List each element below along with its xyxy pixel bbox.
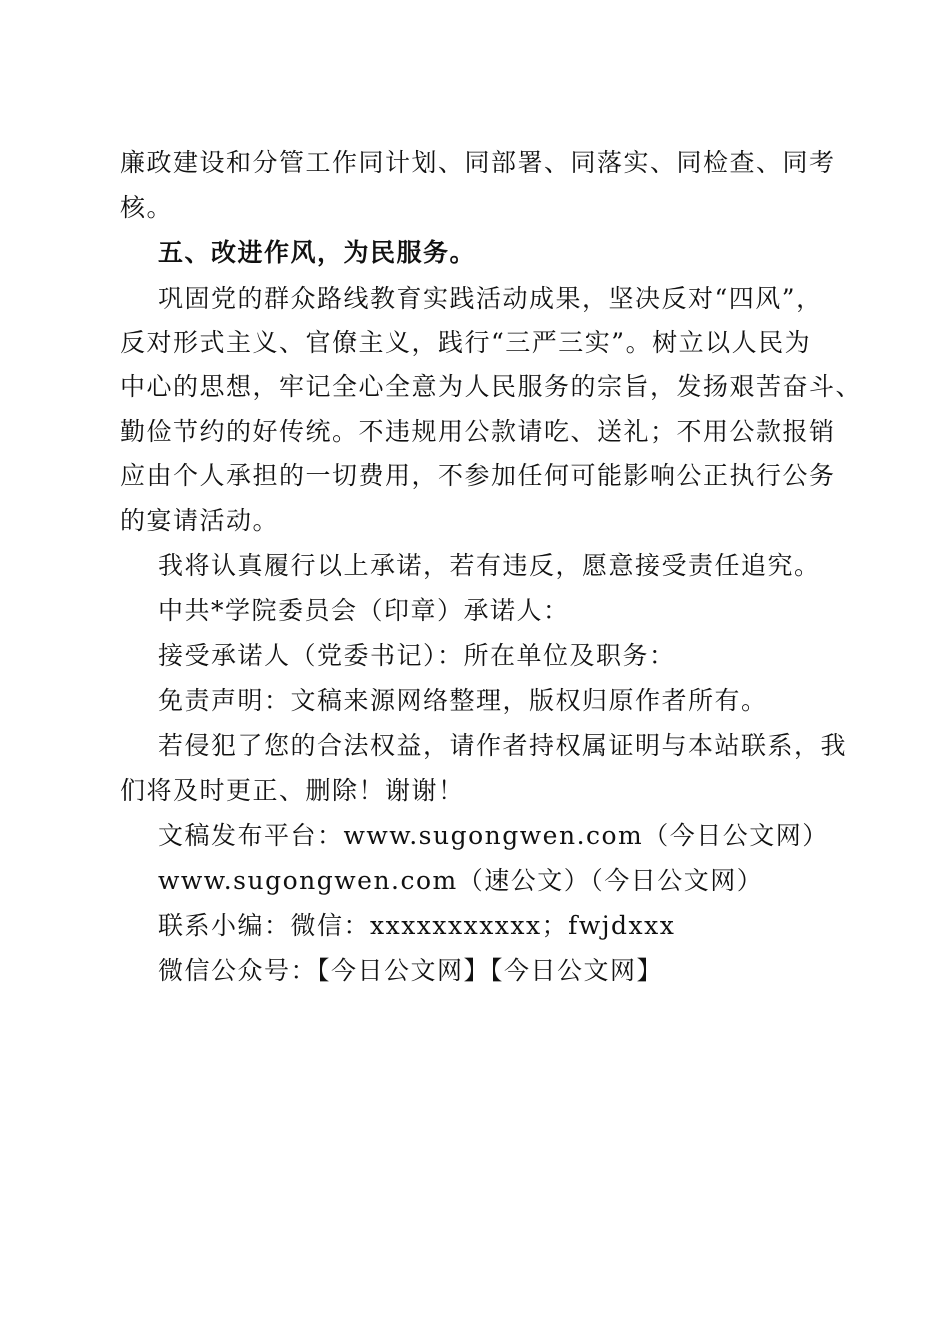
signature-line: 接受承诺人（党委书记）：所在单位及职务： <box>158 641 676 670</box>
disclaimer-line: 免责声明：文稿来源网络整理，版权归原作者所有。 <box>158 686 768 715</box>
commitment-line: 我将认真履行以上承诺，若有违反，愿意接受责任追究。 <box>158 551 821 580</box>
body-line: 巩固党的群众路线教育实践活动成果，坚决反对“四风”， <box>158 284 823 313</box>
body-line: 勤俭节约的好传统。不违规用公款请吃、送礼；不用公款报销 <box>120 417 836 446</box>
body-line: 廉政建设和分管工作同计划、同部署、同落实、同检查、同考 <box>120 148 836 177</box>
platform-line: 文稿发布平台：www.sugongwen.com（今日公文网） <box>158 821 829 850</box>
body-line: 中心的思想，牢记全心全意为人民服务的宗旨，发扬艰苦奋斗、 <box>120 372 863 401</box>
platform-line: www.sugongwen.com（速公文）（今日公文网） <box>158 866 764 895</box>
body-line: 核。 <box>120 193 174 222</box>
body-line: 的宴请活动。 <box>120 506 280 535</box>
section-heading: 五、改进作风，为民服务。 <box>158 238 477 267</box>
contact-line: 联系小编：微信：xxxxxxxxxxx；fwjdxxx <box>158 911 676 940</box>
signature-line: 中共*学院委员会（印章）承诺人： <box>158 596 570 625</box>
body-line: 应由个人承担的一切费用，不参加任何可能影响公正执行公务 <box>120 461 836 490</box>
body-line: 反对形式主义、官僚主义，践行“三严三实”。树立以人民为 <box>120 328 812 357</box>
wechat-line: 微信公众号：【今日公文网】【今日公文网】 <box>158 956 664 985</box>
disclaimer-line: 们将及时更正、删除！谢谢！ <box>120 776 465 805</box>
disclaimer-line: 若侵犯了您的合法权益，请作者持权属证明与本站联系，我 <box>158 731 848 760</box>
